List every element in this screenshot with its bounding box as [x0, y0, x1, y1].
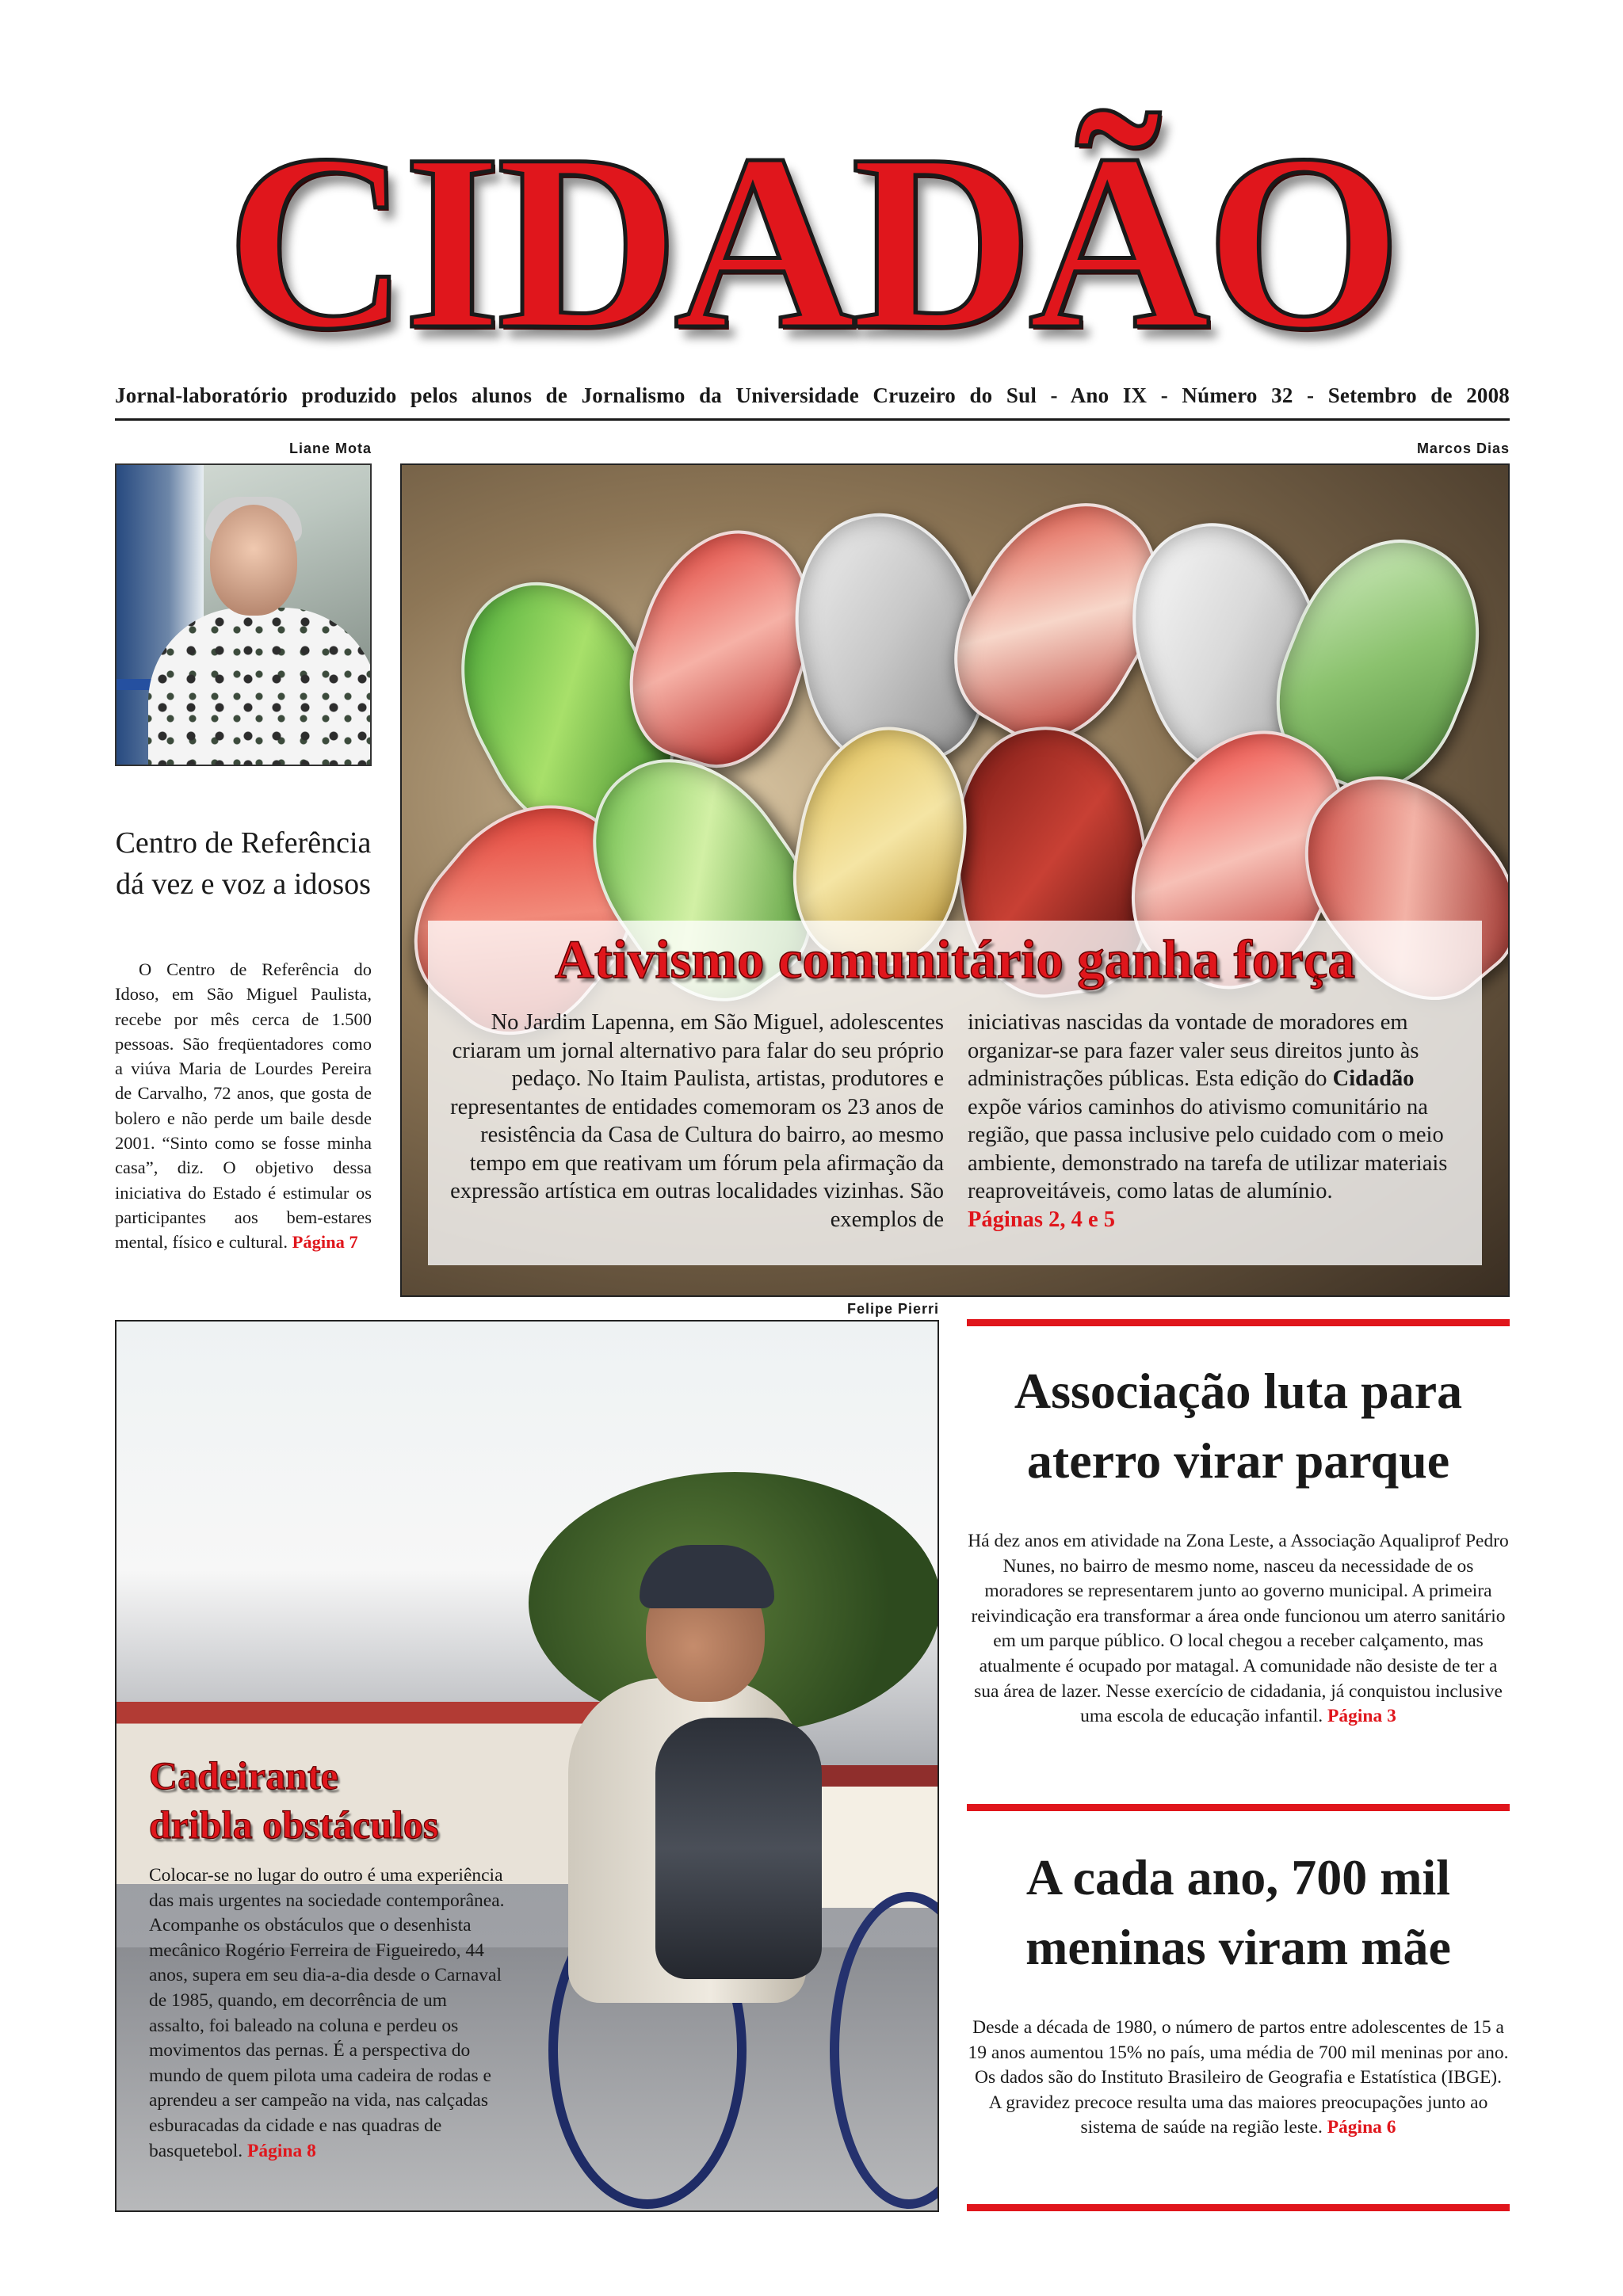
photo-credit-main: Marcos Dias [1416, 441, 1510, 456]
newspaper-name-mention: Cidadão [1332, 1066, 1415, 1091]
newspaper-title: CIDADÃO [226, 102, 1397, 381]
mothers-story-page-ref: Página 6 [1327, 2117, 1396, 2138]
mothers-story-body: Desde a década de 1980, o número de partos entre adolescentes de 15 a 19 anos aumentou 15% no país, uma média de 700 mil meninas por ano. Os dados são do Instituto Brasileiro de Geografia e Estatística (IBGE). A gravidez precoce resulta uma das maiores preocupações junto ao sistema de saúde na região leste. Página 6 [968, 2017, 1509, 2138]
photo-credit-left: Liane Mota [288, 441, 372, 456]
left-story-headline: Centro de Referência dá vez e voz a idosos [115, 826, 372, 901]
association-story-body: Há dez anos em atividade na Zona Leste, a Associação Aqualiprof Pedro Nunes, no bairro de mesmo nome, nasceu da necessidade de os moradores se representarem junto ao governo municipal. A primeira reivindicação era transformar a área onde funcionou um aterro sanitário em um parque público. O local chegou a receber calçamento, mas atualmente é ocupado por matagal. A comunidade não desiste de ter a sua área de lazer. Nesse exercício de cidadania, já conquistou inclusive uma escola de educação infantil. Página 3 [968, 1531, 1509, 1727]
elderly-woman-photo [115, 463, 372, 766]
red-divider-middle [967, 1804, 1510, 1811]
association-story-headline: Associação luta para aterro virar parque [1014, 1363, 1463, 1489]
wheelchair-story-headline: Cadeirante dribla obstáculos [149, 1753, 439, 1847]
main-story-column-right: iniciativas nascidas da vontade de moradores em organizar-se para fazer valer seus direitos junto às administrações públicas. Esta edição do Cidadão expõe vários caminhos do ativismo comunitário na região, que passa inclusive pelo cuidado com o meio ambiente, demonstrado na tarefa de utilizar materiais reaproveitáveis, como latas de alumínio. Páginas 2, 4 e 5 [968, 1010, 1448, 1232]
association-story-page-ref: Página 3 [1327, 1706, 1396, 1727]
mothers-story-headline: A cada ano, 700 mil meninas viram mãe [1025, 1849, 1451, 1975]
main-story-headline: Ativismo comunitário ganha força [554, 929, 1355, 990]
wheelchair-story-body: Colocar-se no lugar do outro é uma experiência das mais urgentes na sociedade contemporânea. Acompanhe os obstáculos que o desenhista mecânico Rogério Ferreira de Figueiredo, 44 anos, supera em seu dia-a-dia desde o Carnaval de 1985, quando, em decorrência de um assalto, foi baleado na coluna e perdeu os movimentos das pernas. É a perspectiva do mundo de quem pilota uma cadeira de rodas e aprendeu a ser campeão na vida, nas calçadas esburacadas da cidade e nas quadras de basquetebol. Página 8 [149, 1865, 505, 2161]
wheelchair-story-page-ref: Página 8 [247, 2140, 316, 2161]
masthead-tagline: Jornal-laboratório produzido pelos alunos de Jornalismo da Universidade Cruzeiro do Sul - Ano IX - Número 32 - Setembro de 2008 [115, 383, 1510, 407]
main-story-column-left: No Jardim Lapenna, em São Miguel, adolescentes criaram um jornal alternativo para falar do seu próprio pedaço. No Itaim Paulista, artistas, produtores e representantes de entidades comemoram os 23 anos de resistência da Casa de Cultura do bairro, ao mesmo tempo em que reativam um fórum pela afirmação da expressão artística em outras localidades vizinhas. São exemplos de [450, 1010, 944, 1232]
photo-credit-wheelchair: Felipe Pierri [846, 1301, 939, 1317]
red-divider-top [967, 1319, 1510, 1326]
masthead [0, 102, 1623, 381]
masthead-divider [115, 418, 1510, 421]
red-divider-bottom [967, 2204, 1510, 2211]
left-story-page-ref: Página 7 [292, 1232, 358, 1253]
left-story-body: O Centro de Referência do Idoso, em São Miguel Paulista, recebe por mês cerca de 1.500 pessoas. São freqüentadores como a viúva Maria de Lourdes Pereira de Carvalho, 72 anos, que gosta de bolero e não perde um baile desde 2001. “Sinto como se fosse minha casa”, diz. O objetivo dessa iniciativa do Estado é estimular os participantes aos bem-estares mental, físico e cultural. Página 7 [115, 959, 372, 1253]
main-story-page-ref: Páginas 2, 4 e 5 [968, 1207, 1116, 1232]
